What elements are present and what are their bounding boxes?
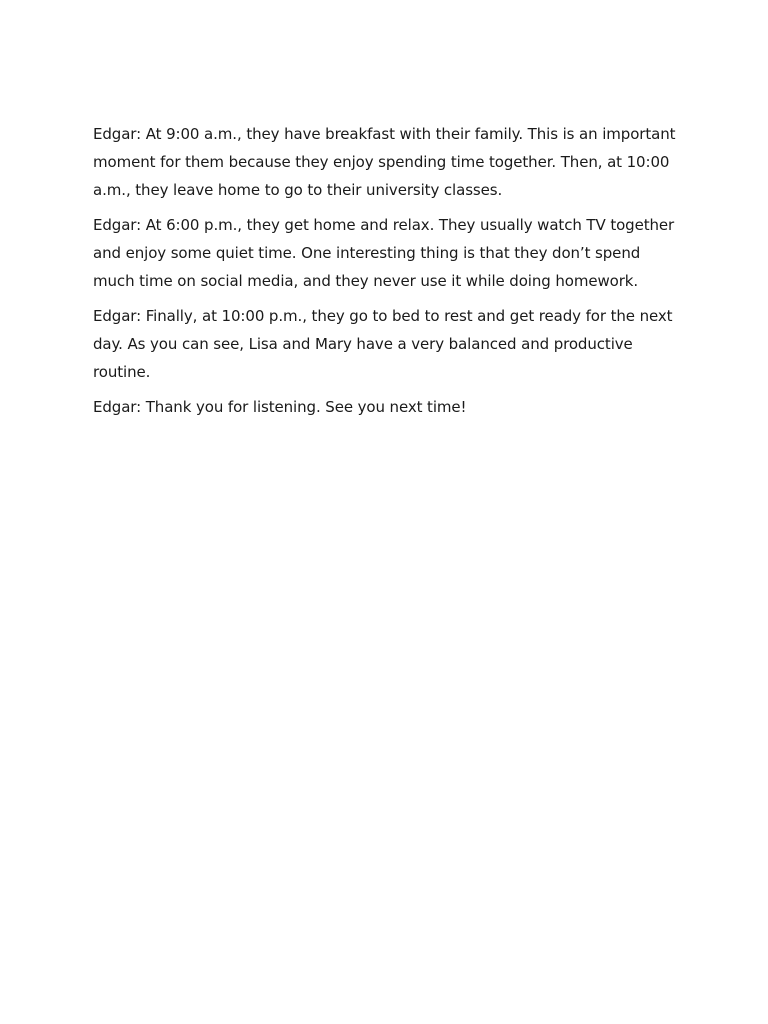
document-body: [93, 120, 683, 428]
paragraph-evening: Edgar: At 6:00 p.m., they get home and relax. They usually watch TV together and enjoy some quiet time. One interesting thing is that they don’t spend much time on social media, and they never use it while doing homework.: [93, 216, 675, 290]
paragraph-closing: Edgar: Thank you for listening. See you next time!: [93, 398, 467, 416]
paragraph-bedtime: Edgar: Finally, at 10:00 p.m., they go to bed to rest and get ready for the next day. As you can see, Lisa and Mary have a very balanced and productive routine.: [93, 307, 673, 381]
paragraph-breakfast: Edgar: At 9:00 a.m., they have breakfast with their family. This is an important moment for them because they enjoy spending time together. Then, at 10:00 a.m., they leave home to go to their university classes.: [93, 125, 676, 199]
